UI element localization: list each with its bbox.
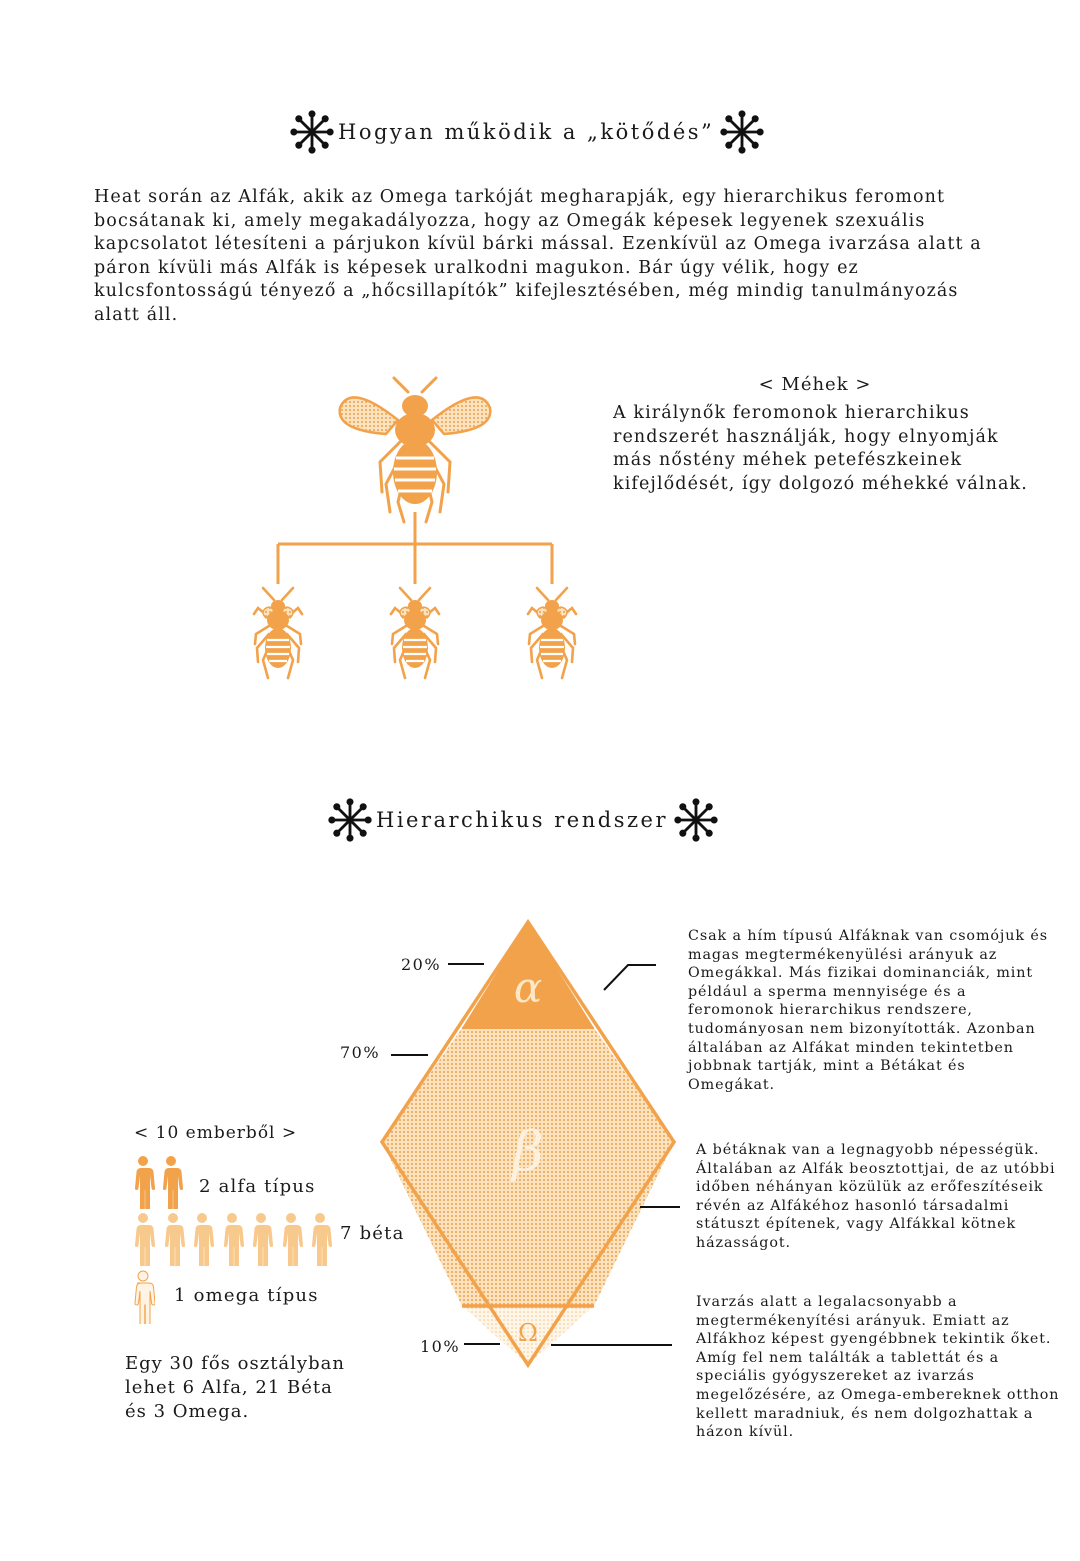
- legend-alpha-label: 2 alfa típus: [199, 1176, 316, 1197]
- person-beta-icon: [279, 1212, 303, 1266]
- bees-description: A királynők feromonok hierarchikus rendszerét használják, hogy elnyomják más nőstény méhek petefészkeinek kifejlődését, így dolgozó méhekké válnak.: [613, 403, 1028, 494]
- section-title-text: Hogyan működik a „kötődés”: [338, 120, 715, 144]
- person-omega-icon: [131, 1270, 155, 1324]
- bees-title: < Méhek >: [758, 374, 872, 395]
- omega-symbol: Ω: [518, 1319, 538, 1347]
- person-beta-icon: [190, 1212, 214, 1266]
- class-example-note: Egy 30 fős osztályban lehet 6 Alfa, 21 Béta és 3 Omega.: [125, 1353, 345, 1422]
- person-beta-icon: [131, 1212, 155, 1266]
- person-alpha-icon: [131, 1155, 155, 1209]
- beta-symbol: β: [512, 1120, 544, 1183]
- alpha-symbol: α: [513, 963, 543, 1012]
- omega-description: Ivarzás alatt a legalacsonyabb a megtermékenyítési arányuk. Emiatt az Alfákhoz képest gyengébbnek tekintik őket. Amíg fel nem találták a tablettát és a speciális gyógyszereket az ivarzás megelőzésére, az Omega-embereknek otthon kellett maradniuk, és nem dolgozhattak a házon kívül.: [696, 1294, 1060, 1441]
- omega-percent: 10%: [420, 1337, 461, 1356]
- alpha-percent: 20%: [401, 955, 442, 974]
- legend-beta-label: 7 béta: [340, 1223, 405, 1244]
- alpha-people-row: [131, 1155, 183, 1209]
- legend-title: < 10 emberből >: [134, 1123, 298, 1143]
- omega-people-row: [131, 1270, 155, 1328]
- section-title-text: Hierarchikus rendszer: [376, 808, 669, 832]
- person-beta-icon: [161, 1212, 185, 1266]
- alpha-description: Csak a hím típusú Alfáknak van csomójuk és magas megtermékenyülési arányuk az Omegákkal. Más fizikai dominanciák, mint például a sperma mennyisége és a feromonok hierarchikus rendszere, tudományosan nem bizonyították. Azonban általában az Alfákat minden tekintetben jobbnak tartják, mint a Bétákat és Omegákat.: [688, 928, 1048, 1093]
- legend-omega-label: 1 omega típus: [174, 1285, 319, 1306]
- intro-paragraph: Heat során az Alfák, akik az Omega tarkóját megharapják, egy hierarchikus feromont bocsátanak ki, amely megakadályozza, hogy az Omegák képesek legyenek szexuális kapcsolatot létesíteni a párjukon kívül bárki mással. Ezenkívül az Omega ivarzása alatt a páron kívüli más Alfák is képesek uralkodni magukon. Bár úgy vélik, hogy ez kulcsfontosságú tényező a „hőcsillapítók” kifejlesztésében, még mindig tanulmányozás alatt áll.: [94, 187, 982, 325]
- beta-percent: 70%: [340, 1043, 381, 1062]
- beta-people-row: [131, 1212, 332, 1266]
- person-beta-icon: [308, 1212, 332, 1266]
- person-beta-icon: [220, 1212, 244, 1266]
- person-alpha-icon: [159, 1155, 183, 1209]
- person-beta-icon: [249, 1212, 273, 1266]
- beta-description: A bétáknak van a legnagyobb népességük. Általában az Alfák beosztottjai, de az utóbbi időben néhányan közülük az erőfeszítéseik révén az Alfákéhoz hasonló társadalmi státuszt építenek, vagy Alfákkal kötnek házasságot.: [696, 1142, 1056, 1251]
